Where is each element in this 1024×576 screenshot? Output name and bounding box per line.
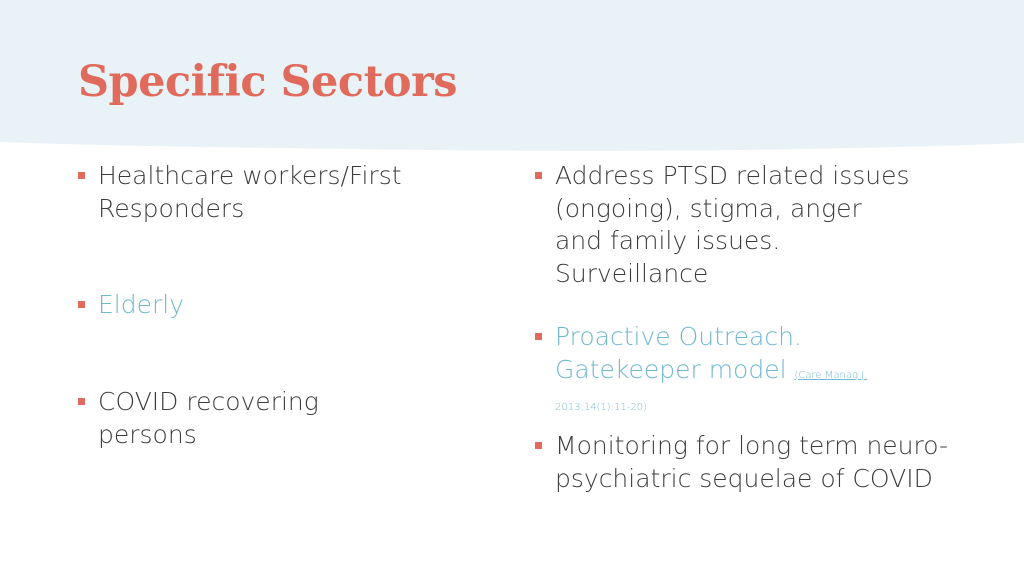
citation-link[interactable]: (Care Manag J. — [794, 369, 868, 381]
bullet-square-icon — [535, 172, 542, 179]
bullet-square-icon — [78, 301, 85, 308]
bullet-square-icon — [535, 333, 542, 340]
bullet-content — [555, 321, 915, 419]
bullet-text: Proactive Outreach. Gatekeeper model — [555, 322, 802, 384]
citation-detail: 2013;14(1):11-20) — [555, 402, 648, 413]
bullet-square-icon — [78, 172, 85, 179]
list-item — [535, 430, 955, 495]
list-item — [535, 321, 915, 419]
bullet-square-icon — [78, 398, 85, 405]
slide-title: Specific Sectors — [78, 57, 457, 107]
list-item — [78, 386, 378, 451]
bullet-text: Elderly — [98, 290, 185, 319]
bullet-text: Monitoring for long term neuro-psychiatric sequelae of COVID — [555, 431, 949, 493]
bullet-text: COVID recovering persons — [98, 387, 319, 449]
list-item — [78, 160, 458, 225]
list-item — [78, 289, 458, 322]
bullet-text: Address PTSD related issues (ongoing), stigma, anger and family issues. Surveillance — [555, 161, 910, 288]
list-item — [535, 160, 910, 290]
bullet-text: Healthcare workers/First Responders — [98, 161, 402, 223]
bullet-square-icon — [535, 442, 542, 449]
